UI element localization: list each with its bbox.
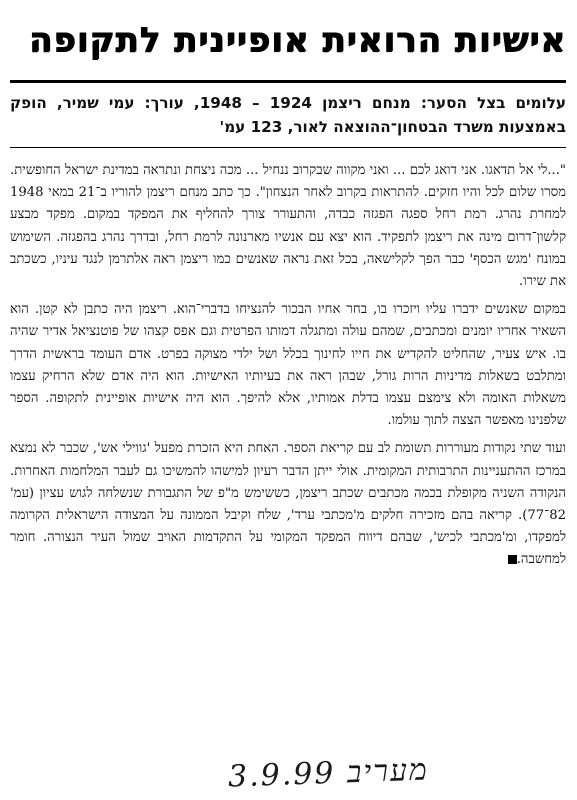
byline-rule <box>10 147 566 148</box>
headline-rule <box>10 80 566 83</box>
book-byline: עלומים בצל הסער: מנחם ריצמן 1924 – 1948, עורך: עמי שמיר, הופק באמצעות משרד הבטחון־ההוצאה לאור, 123 עמ' <box>10 94 567 136</box>
article-paragraph-1: "...לי אל תדאגו. אני דואג לכם ... ואני מקווה שבקרוב ננחיל ... מכה ניצחת ונתראה במדינת ישראל החופשית. מסרו שלום לכל והיו חזקים. להתראות בקרוב לאחר הנצחון". כך כתב מנחם ריצמן להוריו ב־21 במאי 1948 למחרת נהרג. רמת רחל ספגה הפגזה כבדה, והתעורר צורך להחליף את המפקד במקום. מפקד מבצע קלשון־דרום מינה את ריצמן לתפקיד. הוא יצא עם אנשיו מארנונה לרמת רחל, ובדרך נהרג בהפגזה. השימוש במונח 'מגש הכסף' כבר הפך לקלישאה, בכל זאת נראה שאנשים כמו ריצמן ראה אלתרמן לנגד עיניו, כשכתב את שירו. <box>10 163 566 290</box>
end-of-article-mark <box>508 555 517 564</box>
newspaper-clipping <box>10 8 566 768</box>
article-paragraph-3-text: ועוד שתי נקודות מעוררות תשומת לב עם קריאת הספר. האחת היא הזכרת מפעל 'גווילי אש', שכבר לא נמצא במרכז ההתעניינות התרבותית המקומית. אולי ייתן הדבר רעיון למישהו להמשיכו גם לעבר המלחמות האחרות. הנקודה השניה מקופלת בכמה מכתבים שכתב ריצמן, כששימש מ"פ של התגבורת שנשלחה לגוש עציון (עמ' 82־77). קריאה בהם מזכירה חלקים מ'מכתבי ערד', שלח וקיבל הממונה על המצודה הישראלית הקרומה למפקדו, ומ'מכתבי לכיש', שבהם דיווח המפקד המקומי על התקדמות האויב שמול העיר הנצורה. חומר למחשבה. <box>10 441 566 568</box>
article-headline: אישיות הרואית אופיינית לתקופה <box>28 20 566 60</box>
article-paragraph-3 <box>10 438 566 571</box>
article-body <box>10 160 566 572</box>
handwritten-source-note: מעריב 3.9.99 <box>227 752 430 795</box>
article-paragraph-2: במקום שאנשים ידברו עליו ויזכרו בו, בחר אחיו הבכור להנציחו בדברי־הוא. ריצמן היה כתבן לא קטן. הוא השאיר אחריו יומנים ומכתבים, שמהם עולה ומתגלה דמותו הפרטית וגם אפס קצהו של פוטנציאל אדיר שהיה בו. איש צעיר, שהחליט להקדיש את חייו לחינוך בכלל ושל ילדי מצוקה בפרט. אדם העומד בראשית הדרך ומתלבט בשאלות מדיניות הרות גורל, שבהן ראה את בעיותיו האישיות. הוא היה אדם שלא הרחיק עצמו משאלות האומה ולא צימצם עצמו בדלת אמותיו, אלא להיפך. הוא היה אישיות אופיינית לתקופה. הספר שלפנינו מאפשר הצצה לתוך עולמו. <box>10 302 566 429</box>
